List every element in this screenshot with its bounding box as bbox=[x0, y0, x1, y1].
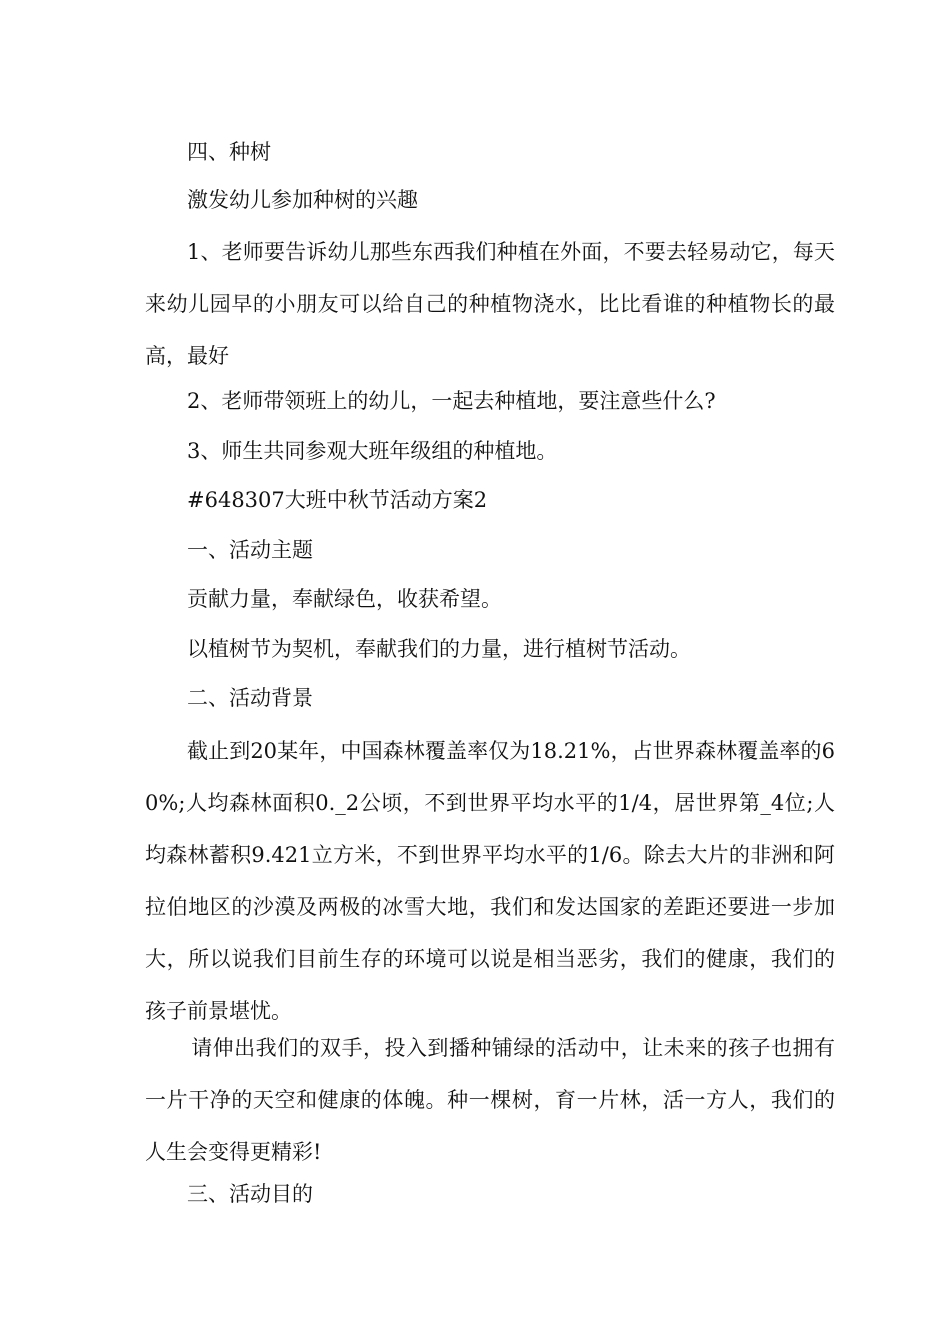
paragraph-background: 截止到20某年，中国森林覆盖率仅为18.21%，占世界森林覆盖率的60%;人均森林面积0._2公顷，不到世界平均水平的1/4，居世界第_4位;人均森林蓄积9.421立方米，不到世界平均水平的1/6。除去大片的非洲和阿拉伯地区的沙漠及两极的冰雪大地，我们和发达国家的差距还要进一步加大，所以说我们目前生存的环境可以说是相当恶劣，我们的健康，我们的孩子前景堪忧。 bbox=[145, 739, 835, 1023]
plan-title: #648307大班中秋节活动方案2 bbox=[187, 488, 488, 512]
paragraph-step-2: 2、老师带领班上的幼儿，一起去种植地，要注意些什么? bbox=[187, 389, 716, 413]
paragraph-theme: 贡献力量，奉献绿色，收获希望。 bbox=[187, 587, 502, 611]
paragraph-opportunity: 以植树节为契机，奉献我们的力量，进行植树节活动。 bbox=[187, 637, 691, 661]
heading-activity-background: 二、活动背景 bbox=[187, 686, 313, 710]
heading-activity-purpose: 三、活动目的 bbox=[187, 1182, 313, 1206]
paragraph-appeal: 请伸出我们的双手，投入到播种铺绿的活动中，让未来的孩子也拥有一片干净的天空和健康的体魄。种一棵树，育一片林，活一方人，我们的人生会变得更精彩! bbox=[145, 1036, 835, 1164]
paragraph-step-1: 1、老师要告诉幼儿那些东西我们种植在外面，不要去轻易动它，每天来幼儿园早的小朋友可以给自己的种植物浇水，比比看谁的种植物长的最高，最好 bbox=[145, 240, 835, 368]
paragraph-step-3: 3、师生共同参观大班年级组的种植地。 bbox=[187, 439, 558, 463]
paragraph-interest: 激发幼儿参加种树的兴趣 bbox=[187, 188, 418, 212]
heading-plant-trees: 四、种树 bbox=[187, 140, 271, 164]
heading-activity-theme: 一、活动主题 bbox=[187, 538, 313, 562]
